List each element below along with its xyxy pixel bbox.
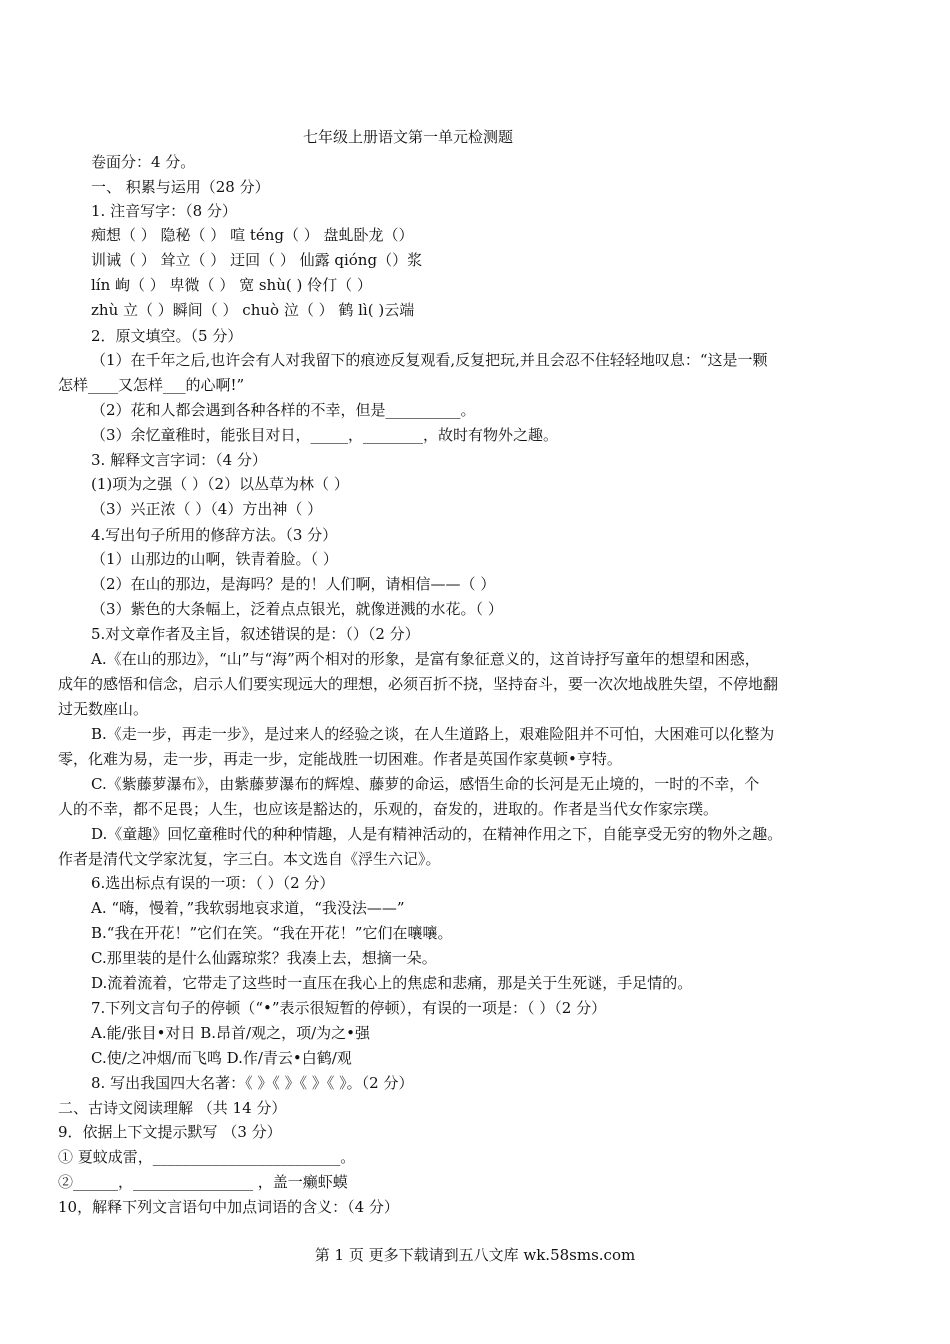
q1-row-1: 痴想（ ） 隐秘（ ） 喧 téng（ ） 盘虬卧龙（） bbox=[91, 226, 414, 244]
q6-option-a: A. “嗨，慢着，”我软弱地哀求道，“我没法——” bbox=[91, 899, 405, 917]
section-1-heading: 一、 积累与运用（28 分） bbox=[91, 178, 270, 196]
q2-line-1: （1）在千年之后,也许会有人对我留下的痕迹反复观看,反复把玩,并且会忍不住轻轻地叹息：“这是一颗 bbox=[91, 351, 768, 369]
q9-heading: 9．依据上下文提示默写 （3 分） bbox=[58, 1123, 282, 1141]
q2-line-4: （3）余忆童稚时，能张目对日，_____，________，故时有物外之趣。 bbox=[91, 426, 559, 444]
q5-heading: 5.对文章作者及主旨，叙述错误的是：（）（2 分） bbox=[91, 625, 420, 643]
q7-options-cd: C.使/之冲烟/而飞鸣 D.作/青云•白鹤/观 bbox=[91, 1049, 352, 1067]
q3-line-1: (1)项为之强（ ）（2）以丛草为林（ ） bbox=[91, 475, 349, 493]
section-2-heading: 二、古诗文阅读理解 （共 14 分） bbox=[58, 1099, 287, 1117]
q6-heading: 6.选出标点有误的一项：（ ）（2 分） bbox=[91, 874, 335, 892]
q7-options-ab: A.能/张目•对日 B.昂首/观之，项/为之•强 bbox=[91, 1024, 371, 1042]
q5-option-b-2: 零，化难为易，走一步，再走一步，定能战胜一切困难。作者是英国作家莫顿•亨特。 bbox=[58, 750, 622, 768]
q5-option-a-2: 成年的感悟和信念，启示人们要实现远大的理想，必须百折不挠，坚持奋斗，要一次次地战胜失望，不停地翻 bbox=[58, 675, 779, 693]
q2-line-2: 怎样____又怎样___的心啊!” bbox=[58, 376, 245, 394]
q1-row-4: zhù 立（ ）瞬间（ ） chuò 泣（ ） 鹤 lì( )云端 bbox=[91, 301, 415, 319]
q5-option-a-1: A.《在山的那边》，“山”与“海”两个相对的形象，是富有象征意义的，这首诗抒写童年的想望和困惑， bbox=[91, 650, 760, 668]
q3-heading: 3. 解释文言字词：（4 分） bbox=[91, 451, 267, 469]
q10-heading: 10，解释下列文言语句中加点词语的含义：（4 分） bbox=[58, 1198, 399, 1216]
q7-heading: 7.下列文言句子的停顿（“•”表示很短暂的停顿），有误的一项是：（ ）（2 分） bbox=[91, 999, 607, 1017]
q1-heading: 1. 注音写字：（8 分） bbox=[91, 202, 237, 220]
q4-line-2: （2）在山的那边，是海吗？是的！人们啊，请相信——（ ） bbox=[91, 575, 496, 593]
q5-option-b-1: B.《走一步，再走一步》，是过来人的经验之谈，在人生道路上，艰难险阻并不可怕，大困难可以化整为 bbox=[91, 725, 775, 743]
score-note: 卷面分：4 分。 bbox=[91, 153, 196, 171]
q1-row-3: lín 峋（ ） 卑微（ ） 宽 shù( ) 伶仃（ ） bbox=[91, 276, 372, 294]
page-footer: 第 1 页 更多下载请到五八文库 wk.58sms.com bbox=[314, 1246, 636, 1264]
q9-line-1: ① 夏蚊成雷，_________________________。 bbox=[58, 1148, 356, 1166]
q6-option-b: B.“我在开花！”它们在笑。“我在开花！”它们在嚷嚷。 bbox=[91, 924, 453, 942]
q4-line-1: （1）山那边的山啊，铁青着脸。（ ） bbox=[91, 550, 338, 568]
q6-option-d: D.流着流着，它带走了这些时一直压在我心上的焦虑和悲痛，那是关于生死谜，手足情的。 bbox=[91, 974, 693, 992]
q5-option-d-2: 作者是清代文学家沈复，字三白。本文选自《浮生六记》。 bbox=[58, 850, 441, 868]
q2-heading: 2．原文填空。（5 分） bbox=[91, 327, 243, 345]
q6-option-c: C.那里装的是什么仙露琼浆？我凑上去，想摘一朵。 bbox=[91, 949, 437, 967]
q5-option-d-1: D.《童趣》回忆童稚时代的种种情趣，人是有精神活动的，在精神作用之下，自能享受无穷的物外之趣。 bbox=[91, 825, 783, 843]
q5-option-c-2: 人的不幸，都不足畏；人生，也应该是豁达的，乐观的，奋发的，进取的。作者是当代女作家宗璞。 bbox=[58, 800, 719, 818]
q3-line-2: （3）兴正浓（ ）（4）方出神（ ） bbox=[91, 500, 323, 518]
q1-row-2: 训诫（ ） 耸立（ ） 迂回（ ） 仙露 qióng（）浆 bbox=[91, 251, 423, 269]
q5-option-a-3: 过无数座山。 bbox=[58, 700, 149, 718]
q5-option-c-1: C.《紫藤萝瀑布》，由紫藤萝瀑布的辉煌、藤萝的命运，感悟生命的长河是无止境的，一时的不幸，个 bbox=[91, 775, 760, 793]
q2-line-3: （2）花和人都会遇到各种各样的不幸，但是__________。 bbox=[91, 401, 476, 419]
q4-heading: 4.写出句子所用的修辞方法。（3 分） bbox=[91, 526, 338, 544]
q4-line-3: （3）紫色的大条幅上，泛着点点银光，就像迸溅的水花。（ ） bbox=[91, 600, 503, 618]
page-title: 七年级上册语文第一单元检测题 bbox=[303, 128, 514, 146]
q8-text: 8. 写出我国四大名著：《 》《 》《 》《 》。（2 分） bbox=[91, 1074, 414, 1092]
q9-line-2: ②______，________________ ，盖一癞虾蟆 bbox=[58, 1173, 348, 1191]
